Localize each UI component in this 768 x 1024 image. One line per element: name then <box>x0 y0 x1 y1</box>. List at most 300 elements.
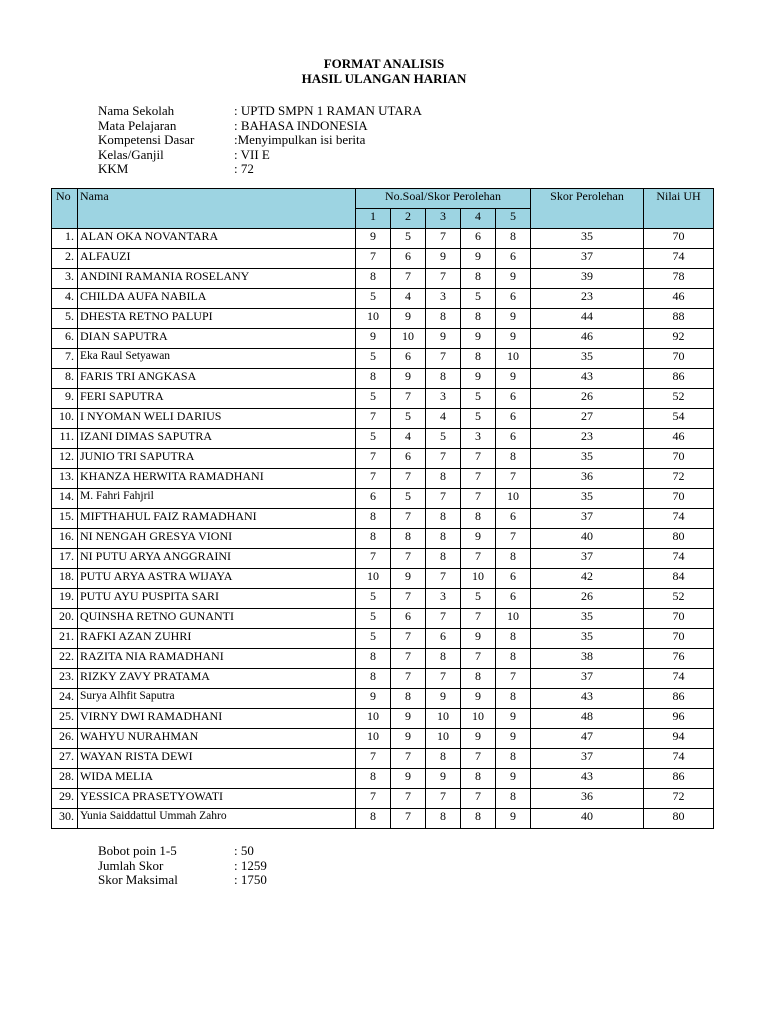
row-number: 15. <box>52 509 78 529</box>
soal-score-4: 7 <box>461 469 496 489</box>
soal-score-5: 6 <box>496 429 531 449</box>
soal-score-2: 4 <box>391 289 426 309</box>
info-competency <box>98 133 422 148</box>
soal-score-5: 6 <box>496 289 531 309</box>
skor-perolehan: 36 <box>531 469 644 489</box>
soal-score-1: 10 <box>356 309 391 329</box>
soal-score-2: 7 <box>391 809 426 829</box>
soal-score-5: 9 <box>496 309 531 329</box>
soal-score-1: 8 <box>356 369 391 389</box>
nilai-uh: 52 <box>644 589 714 609</box>
skor-perolehan: 35 <box>531 229 644 249</box>
soal-score-4: 6 <box>461 229 496 249</box>
soal-score-3: 3 <box>426 389 461 409</box>
row-number: 1. <box>52 229 78 249</box>
nilai-uh: 74 <box>644 749 714 769</box>
header-soal-4: 4 <box>461 209 496 229</box>
student-name: CHILDA AUFA NABILA <box>78 289 356 309</box>
student-name: VIRNY DWI RAMADHANI <box>78 709 356 729</box>
row-number: 24. <box>52 689 78 709</box>
soal-score-3: 7 <box>426 269 461 289</box>
table-row <box>52 249 714 269</box>
soal-score-1: 7 <box>356 469 391 489</box>
soal-score-3: 8 <box>426 309 461 329</box>
soal-score-2: 8 <box>391 689 426 709</box>
soal-score-1: 10 <box>356 569 391 589</box>
soal-score-4: 7 <box>461 549 496 569</box>
soal-score-3: 10 <box>426 709 461 729</box>
table-row <box>52 349 714 369</box>
row-number: 18. <box>52 569 78 589</box>
row-number: 3. <box>52 269 78 289</box>
row-number: 16. <box>52 529 78 549</box>
soal-score-3: 8 <box>426 549 461 569</box>
soal-score-2: 7 <box>391 589 426 609</box>
soal-score-5: 6 <box>496 509 531 529</box>
nilai-uh: 70 <box>644 349 714 369</box>
soal-score-2: 7 <box>391 509 426 529</box>
soal-score-2: 10 <box>391 329 426 349</box>
soal-score-1: 7 <box>356 549 391 569</box>
soal-score-1: 8 <box>356 269 391 289</box>
info-subject <box>98 119 422 134</box>
info-label: Mata Pelajaran <box>98 117 177 133</box>
soal-score-5: 6 <box>496 389 531 409</box>
soal-score-4: 7 <box>461 789 496 809</box>
student-name: ANDINI RAMANIA ROSELANY <box>78 269 356 289</box>
summary-label: Bobot poin 1-5 <box>98 843 177 858</box>
summary-value: : 1750 <box>234 872 267 887</box>
student-name: FERI SAPUTRA <box>78 389 356 409</box>
skor-perolehan: 40 <box>531 809 644 829</box>
student-name: Yunia Saiddattul Ummah Zahro <box>78 809 356 829</box>
soal-score-4: 8 <box>461 809 496 829</box>
soal-score-3: 4 <box>426 409 461 429</box>
table-row <box>52 749 714 769</box>
soal-score-4: 9 <box>461 369 496 389</box>
soal-score-2: 9 <box>391 569 426 589</box>
row-number: 21. <box>52 629 78 649</box>
soal-score-5: 10 <box>496 349 531 369</box>
info-label: Kompetensi Dasar <box>98 132 195 147</box>
student-name: I NYOMAN WELI DARIUS <box>78 409 356 429</box>
row-number: 20. <box>52 609 78 629</box>
student-name: FARIS TRI ANGKASA <box>78 369 356 389</box>
soal-score-1: 8 <box>356 529 391 549</box>
nilai-uh: 54 <box>644 409 714 429</box>
student-name: PUTU AYU PUSPITA SARI <box>78 589 356 609</box>
student-name: WAHYU NURAHMAN <box>78 729 356 749</box>
row-number: 11. <box>52 429 78 449</box>
table-row <box>52 709 714 729</box>
skor-perolehan: 37 <box>531 249 644 269</box>
soal-score-3: 7 <box>426 489 461 509</box>
student-name: PUTU ARYA ASTRA WIJAYA <box>78 569 356 589</box>
soal-score-1: 8 <box>356 769 391 789</box>
row-number: 2. <box>52 249 78 269</box>
soal-score-3: 5 <box>426 429 461 449</box>
soal-score-5: 6 <box>496 249 531 269</box>
soal-score-2: 9 <box>391 369 426 389</box>
student-name: JUNIO TRI SAPUTRA <box>78 449 356 469</box>
table-row <box>52 629 714 649</box>
table-row <box>52 269 714 289</box>
student-name: KHANZA HERWITA RAMADHANI <box>78 469 356 489</box>
summary-label: Skor Maksimal <box>98 872 178 887</box>
row-number: 28. <box>52 769 78 789</box>
table-row <box>52 509 714 529</box>
soal-score-3: 10 <box>426 729 461 749</box>
soal-score-1: 5 <box>356 589 391 609</box>
student-name: DHESTA RETNO PALUPI <box>78 309 356 329</box>
nilai-uh: 92 <box>644 329 714 349</box>
student-name: ALFAUZI <box>78 249 356 269</box>
nilai-uh: 70 <box>644 609 714 629</box>
soal-score-4: 9 <box>461 249 496 269</box>
student-name: NI NENGAH GRESYA VIONI <box>78 529 356 549</box>
table-row <box>52 369 714 389</box>
table-row <box>52 769 714 789</box>
student-name: IZANI DIMAS SAPUTRA <box>78 429 356 449</box>
skor-perolehan: 46 <box>531 329 644 349</box>
info-label: Nama Sekolah <box>98 103 175 118</box>
skor-perolehan: 48 <box>531 709 644 729</box>
soal-score-3: 8 <box>426 529 461 549</box>
soal-score-5: 9 <box>496 769 531 789</box>
skor-perolehan: 35 <box>531 349 644 369</box>
row-number: 7. <box>52 349 78 369</box>
soal-score-2: 7 <box>391 269 426 289</box>
row-number: 8. <box>52 369 78 389</box>
soal-score-1: 9 <box>356 229 391 249</box>
student-name: WIDA MELIA <box>78 769 356 789</box>
table-row <box>52 329 714 349</box>
soal-score-4: 5 <box>461 289 496 309</box>
soal-score-5: 8 <box>496 449 531 469</box>
header-soal-5: 5 <box>496 209 531 229</box>
soal-score-4: 8 <box>461 309 496 329</box>
soal-score-5: 9 <box>496 369 531 389</box>
soal-score-3: 7 <box>426 789 461 809</box>
soal-score-1: 5 <box>356 389 391 409</box>
summary-value: : 1259 <box>234 857 267 873</box>
nilai-uh: 74 <box>644 669 714 689</box>
student-name: M. Fahri Fahjril <box>78 489 356 509</box>
soal-score-2: 5 <box>391 229 426 249</box>
soal-score-4: 8 <box>461 769 496 789</box>
student-name: RAZITA NIA RAMADHANI <box>78 649 356 669</box>
soal-score-5: 7 <box>496 469 531 489</box>
student-name: MIFTHAHUL FAIZ RAMADHANI <box>78 509 356 529</box>
nilai-uh: 74 <box>644 549 714 569</box>
soal-score-2: 6 <box>391 249 426 269</box>
soal-score-1: 8 <box>356 509 391 529</box>
table-row <box>52 429 714 449</box>
nilai-uh: 70 <box>644 489 714 509</box>
nilai-uh: 86 <box>644 369 714 389</box>
soal-score-5: 8 <box>496 789 531 809</box>
student-name: QUINSHA RETNO GUNANTI <box>78 609 356 629</box>
soal-score-3: 6 <box>426 629 461 649</box>
row-number: 10. <box>52 409 78 429</box>
row-number: 13. <box>52 469 78 489</box>
header-soal-1: 1 <box>356 209 391 229</box>
soal-score-5: 6 <box>496 589 531 609</box>
skor-perolehan: 43 <box>531 369 644 389</box>
soal-score-2: 8 <box>391 529 426 549</box>
soal-score-1: 9 <box>356 689 391 709</box>
soal-score-3: 7 <box>426 229 461 249</box>
soal-score-5: 8 <box>496 629 531 649</box>
skor-perolehan: 38 <box>531 649 644 669</box>
summary-jumlah <box>98 859 267 874</box>
soal-score-5: 6 <box>496 409 531 429</box>
student-name: YESSICA PRASETYOWATI <box>78 789 356 809</box>
soal-score-3: 3 <box>426 589 461 609</box>
soal-score-5: 8 <box>496 229 531 249</box>
soal-score-2: 7 <box>391 649 426 669</box>
soal-score-2: 7 <box>391 389 426 409</box>
soal-score-1: 5 <box>356 629 391 649</box>
info-value: : VII E <box>234 146 270 162</box>
soal-score-5: 9 <box>496 709 531 729</box>
soal-score-3: 8 <box>426 469 461 489</box>
nilai-uh: 80 <box>644 529 714 549</box>
soal-score-4: 9 <box>461 629 496 649</box>
header-nama: Nama <box>78 189 356 229</box>
soal-score-4: 9 <box>461 529 496 549</box>
header-soal: No.Soal/Skor Perolehan <box>356 189 531 209</box>
soal-score-5: 8 <box>496 649 531 669</box>
summary-label: Jumlah Skor <box>98 857 164 873</box>
soal-score-3: 9 <box>426 249 461 269</box>
skor-perolehan: 37 <box>531 509 644 529</box>
table-row <box>52 389 714 409</box>
table-row <box>52 289 714 309</box>
soal-score-5: 10 <box>496 609 531 629</box>
soal-score-4: 8 <box>461 349 496 369</box>
summary-bobot <box>98 844 267 859</box>
info-value: : BAHASA INDONESIA <box>234 117 368 133</box>
row-number: 9. <box>52 389 78 409</box>
student-name: DIAN SAPUTRA <box>78 329 356 349</box>
row-number: 30. <box>52 809 78 829</box>
soal-score-2: 7 <box>391 669 426 689</box>
soal-score-5: 7 <box>496 669 531 689</box>
soal-score-4: 9 <box>461 729 496 749</box>
skor-perolehan: 23 <box>531 429 644 449</box>
table-body <box>52 229 714 829</box>
document-title: FORMAT ANALISIS <box>323 56 445 71</box>
skor-perolehan: 44 <box>531 309 644 329</box>
table-row <box>52 309 714 329</box>
header-no: No <box>52 189 78 229</box>
skor-perolehan: 47 <box>531 729 644 749</box>
soal-score-1: 7 <box>356 449 391 469</box>
soal-score-3: 8 <box>426 509 461 529</box>
soal-score-4: 9 <box>461 329 496 349</box>
soal-score-5: 9 <box>496 329 531 349</box>
table-row <box>52 529 714 549</box>
soal-score-5: 10 <box>496 489 531 509</box>
soal-score-1: 7 <box>356 749 391 769</box>
student-name: RAFKI AZAN ZUHRI <box>78 629 356 649</box>
row-number: 17. <box>52 549 78 569</box>
soal-score-4: 3 <box>461 429 496 449</box>
soal-score-3: 9 <box>426 689 461 709</box>
soal-score-1: 7 <box>356 409 391 429</box>
nilai-uh: 84 <box>644 569 714 589</box>
score-table <box>51 188 714 829</box>
soal-score-1: 5 <box>356 429 391 449</box>
skor-perolehan: 27 <box>531 409 644 429</box>
soal-score-1: 10 <box>356 709 391 729</box>
soal-score-3: 8 <box>426 809 461 829</box>
soal-score-2: 6 <box>391 609 426 629</box>
summary-value: : 50 <box>234 843 254 858</box>
soal-score-1: 6 <box>356 489 391 509</box>
info-label: Kelas/Ganjil <box>98 146 164 162</box>
student-name: Eka Raul Setyawan <box>78 349 356 369</box>
soal-score-1: 5 <box>356 349 391 369</box>
soal-score-3: 9 <box>426 329 461 349</box>
soal-score-3: 7 <box>426 349 461 369</box>
soal-score-4: 5 <box>461 589 496 609</box>
row-number: 6. <box>52 329 78 349</box>
soal-score-2: 7 <box>391 549 426 569</box>
row-number: 12. <box>52 449 78 469</box>
table-row <box>52 489 714 509</box>
nilai-uh: 78 <box>644 269 714 289</box>
nilai-uh: 70 <box>644 629 714 649</box>
header-soal-3: 3 <box>426 209 461 229</box>
document-subtitle: HASIL ULANGAN HARIAN <box>301 71 467 86</box>
row-number: 29. <box>52 789 78 809</box>
soal-score-1: 7 <box>356 249 391 269</box>
soal-score-4: 9 <box>461 689 496 709</box>
soal-score-5: 9 <box>496 729 531 749</box>
soal-score-3: 8 <box>426 649 461 669</box>
soal-score-1: 8 <box>356 809 391 829</box>
info-block <box>98 104 422 177</box>
table-row <box>52 729 714 749</box>
soal-score-2: 9 <box>391 709 426 729</box>
student-name: Surya Alhfit Saputra <box>78 689 356 709</box>
nilai-uh: 76 <box>644 649 714 669</box>
info-school <box>98 104 422 119</box>
soal-score-2: 7 <box>391 629 426 649</box>
nilai-uh: 88 <box>644 309 714 329</box>
info-value: :Menyimpulkan isi berita <box>234 132 366 147</box>
soal-score-2: 7 <box>391 789 426 809</box>
student-name: NI PUTU ARYA ANGGRAINI <box>78 549 356 569</box>
row-number: 23. <box>52 669 78 689</box>
table-row <box>52 469 714 489</box>
table-row <box>52 589 714 609</box>
soal-score-4: 8 <box>461 509 496 529</box>
soal-score-3: 3 <box>426 289 461 309</box>
soal-score-4: 7 <box>461 449 496 469</box>
skor-perolehan: 23 <box>531 289 644 309</box>
skor-perolehan: 43 <box>531 689 644 709</box>
table-row <box>52 809 714 829</box>
soal-score-4: 8 <box>461 269 496 289</box>
skor-perolehan: 40 <box>531 529 644 549</box>
table-row <box>52 669 714 689</box>
soal-score-4: 5 <box>461 389 496 409</box>
soal-score-5: 7 <box>496 529 531 549</box>
soal-score-5: 8 <box>496 689 531 709</box>
soal-score-4: 10 <box>461 569 496 589</box>
skor-perolehan: 35 <box>531 609 644 629</box>
table-row <box>52 409 714 429</box>
soal-score-3: 7 <box>426 669 461 689</box>
nilai-uh: 72 <box>644 789 714 809</box>
row-number: 25. <box>52 709 78 729</box>
table-row <box>52 609 714 629</box>
header-skor: Skor Perolehan <box>531 189 644 229</box>
info-label: KKM <box>98 161 129 176</box>
nilai-uh: 72 <box>644 469 714 489</box>
soal-score-1: 5 <box>356 289 391 309</box>
soal-score-4: 7 <box>461 749 496 769</box>
soal-score-5: 8 <box>496 749 531 769</box>
summary-block <box>98 844 267 888</box>
soal-score-2: 9 <box>391 769 426 789</box>
soal-score-1: 10 <box>356 729 391 749</box>
nilai-uh: 96 <box>644 709 714 729</box>
soal-score-1: 8 <box>356 669 391 689</box>
soal-score-4: 7 <box>461 489 496 509</box>
soal-score-2: 9 <box>391 309 426 329</box>
info-kkm <box>98 162 422 177</box>
skor-perolehan: 37 <box>531 749 644 769</box>
table-row <box>52 549 714 569</box>
skor-perolehan: 26 <box>531 589 644 609</box>
skor-perolehan: 35 <box>531 489 644 509</box>
soal-score-4: 10 <box>461 709 496 729</box>
row-number: 14. <box>52 489 78 509</box>
skor-perolehan: 35 <box>531 449 644 469</box>
soal-score-3: 8 <box>426 369 461 389</box>
row-number: 5. <box>52 309 78 329</box>
soal-score-2: 5 <box>391 409 426 429</box>
skor-perolehan: 37 <box>531 549 644 569</box>
nilai-uh: 74 <box>644 249 714 269</box>
student-name: ALAN OKA NOVANTARA <box>78 229 356 249</box>
table-row <box>52 789 714 809</box>
row-number: 19. <box>52 589 78 609</box>
row-number: 27. <box>52 749 78 769</box>
row-number: 4. <box>52 289 78 309</box>
soal-score-4: 8 <box>461 669 496 689</box>
nilai-uh: 70 <box>644 449 714 469</box>
soal-score-1: 5 <box>356 609 391 629</box>
soal-score-1: 9 <box>356 329 391 349</box>
soal-score-3: 7 <box>426 609 461 629</box>
header-nilai: Nilai UH <box>644 189 714 229</box>
info-value: : UPTD SMPN 1 RAMAN UTARA <box>234 103 422 118</box>
table-row <box>52 569 714 589</box>
nilai-uh: 74 <box>644 509 714 529</box>
skor-perolehan: 42 <box>531 569 644 589</box>
skor-perolehan: 35 <box>531 629 644 649</box>
summary-maksimal <box>98 873 267 888</box>
nilai-uh: 80 <box>644 809 714 829</box>
soal-score-4: 7 <box>461 609 496 629</box>
soal-score-2: 6 <box>391 449 426 469</box>
soal-score-3: 7 <box>426 569 461 589</box>
